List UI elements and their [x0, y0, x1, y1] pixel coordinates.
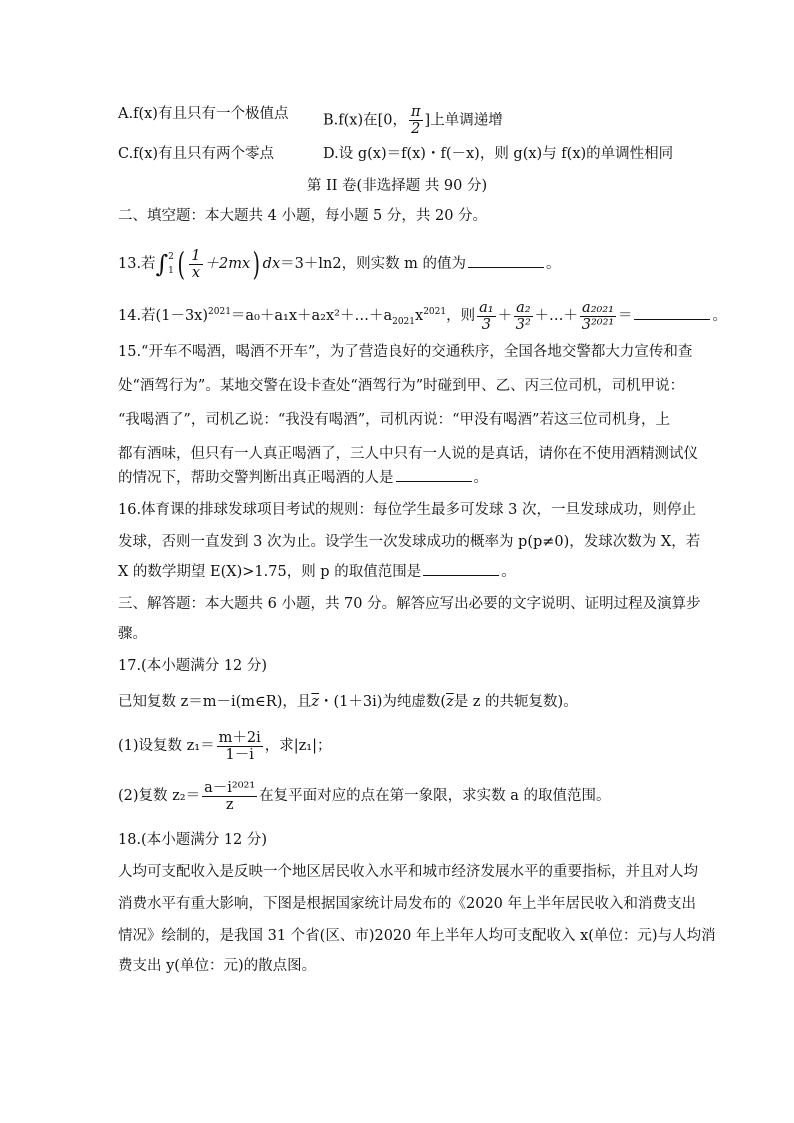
answer-blank-15[interactable]	[396, 469, 472, 482]
question-17-title: 17.(本小题满分 12 分)	[118, 658, 268, 674]
answer-blank-14[interactable]	[634, 307, 710, 320]
option-b-prefix: B.f(x)在[0，	[323, 112, 408, 129]
section3-title-line-2: 骤。	[118, 626, 147, 642]
z-conjugate: $\overline{z}$	[446, 694, 454, 710]
question-16-line-2: 发球，否则一直发到 3 次为止。设学生一次发球成功的概率为 p(p≠0)，发球次数为 X，若	[118, 534, 701, 550]
q14-end: 。	[712, 308, 727, 324]
fraction-numerator: m＋2i	[218, 729, 261, 746]
question-17-stem	[118, 692, 578, 712]
question-17-part-1	[118, 728, 331, 764]
lower-limit: 1	[168, 266, 174, 276]
fraction-denominator: z	[225, 796, 234, 813]
question-14	[118, 298, 727, 334]
option-a: A.f(x)有且只有一个极值点	[118, 106, 289, 122]
question-18-line-1: 人均可支配收入是反映一个地区居民收入水平和城市经济发展水平的重要指标，并且对人均	[118, 864, 698, 880]
q13-term: ＋2mx	[204, 256, 251, 272]
q13-suffix: ＝3＋ln2，则实数 m 的值为	[280, 256, 467, 272]
question-16-line-1: 16.体育课的排球发球项目考试的规则：每位学生最多可发球 3 次，一旦发球成功，则停止	[118, 502, 696, 518]
question-16-line-3	[118, 562, 516, 582]
q17-stem-middle: ・(1＋3i)为纯虚数(	[319, 694, 447, 710]
z1-fraction	[217, 730, 263, 763]
equals-sign: ＝	[617, 308, 633, 324]
one-over-x-fraction	[189, 248, 202, 281]
q14-x: x	[415, 308, 424, 324]
part2-title: 第 II 卷(非选择题 共 90 分)	[306, 178, 488, 194]
a2021-fraction	[580, 300, 616, 333]
a2-over-9-fraction	[514, 300, 532, 333]
q13-end: 。	[546, 256, 561, 272]
q14-then: ，则	[446, 308, 476, 324]
q15-end: 。	[473, 470, 488, 486]
question-15-line-3: “我喝酒了”，司机乙说：“我没有喝酒”，司机丙说：“甲没有喝酒”若这三位司机身，上	[118, 412, 670, 428]
fraction-denominator: 1－i	[225, 746, 254, 763]
fraction-numerator: a－i²⁰²¹	[204, 779, 256, 796]
q17-part1-prefix: (1)设复数 z₁＝	[118, 738, 215, 754]
question-17-part-2	[118, 778, 611, 814]
q17-part1-suffix: ，求|z₁|；	[264, 738, 332, 754]
q13-prefix: 13.若	[118, 256, 156, 272]
section3-title-line-1: 三、解答题：本大题共 6 小题，共 70 分。解答应写出必要的文字说明、证明过程及演算步	[118, 596, 701, 612]
question-15-line-2: 处“酒驾行为”。某地交警在设卡查处“酒驾行为”时碰到甲、乙、丙三位司机，司机甲说：	[118, 378, 685, 394]
option-d: D.设 g(x)＝f(x)・f(－x)，则 g(x)与 f(x)的单调性相同	[323, 146, 674, 162]
fraction-denominator: 3	[481, 316, 491, 333]
fraction-denominator: x	[191, 264, 200, 281]
z2-fraction	[202, 780, 257, 813]
fraction-numerator: a₂₀₂₁	[582, 299, 614, 316]
option-c: C.f(x)有且只有两个零点	[118, 146, 275, 162]
ellipsis-sum: ＋…＋	[534, 308, 579, 324]
a1-over-3-fraction	[477, 300, 495, 333]
q17-stem-suffix: 是 z 的共轭复数)。	[453, 694, 578, 710]
question-18-line-4: 费支出 y(单位：元)的散点图。	[118, 958, 317, 974]
section2-title: 二、填空题：本大题共 4 小题，每小题 5 分，共 20 分。	[118, 208, 488, 224]
integral-limits	[168, 250, 174, 278]
question-18-title: 18.(本小题满分 12 分)	[118, 832, 268, 848]
right-paren: )	[252, 245, 261, 283]
fraction-numerator: π	[411, 104, 421, 120]
question-15-line-4: 都有酒味，但只有一人真正喝酒了，三人中只有一人说的是真话，请你在不使用酒精测试仪	[118, 446, 698, 462]
plus-sign: ＋	[497, 308, 513, 324]
q17-stem-prefix: 已知复数 z＝m－i(m∈R)，且	[118, 694, 312, 710]
z-conjugate: $\overline{z}$	[311, 694, 319, 710]
fraction-denominator: 3²⁰²¹	[581, 316, 615, 333]
q17-part2-suffix: 在复平面对应的点在第一象限，求实数 a 的取值范围。	[259, 788, 611, 804]
left-paren: (	[177, 245, 185, 283]
fraction-numerator: 1	[191, 247, 201, 264]
answer-blank-13[interactable]	[468, 255, 544, 268]
integral-sign: ∫	[155, 250, 169, 278]
q14-exponent: 2021	[208, 307, 231, 318]
q14-prefix: 14.若(1－3x)	[118, 308, 209, 324]
question-13	[118, 244, 561, 284]
q16-end: 。	[501, 564, 516, 580]
fraction-numerator: a₂	[516, 299, 531, 316]
q17-part2-prefix: (2)复数 z₂＝	[118, 788, 201, 804]
question-18-line-2: 消费水平有重大影响，下图是根据国家统计局发布的《2020 年上半年居民收入和消费支出	[118, 896, 697, 912]
question-15-line-5	[118, 468, 488, 488]
question-18-line-3: 情况》绘制的，是我国 31 个省(区、市)2020 年上半年人均可支配收入 x(单位：元)与人均消	[118, 928, 716, 944]
q14-expansion: ＝a₀＋a₁x＋a₂x²＋…＋a	[230, 308, 393, 324]
q15-text: 的情况下，帮助交警判断出真正喝酒的人是	[118, 470, 394, 486]
q13-dx: dx	[262, 256, 281, 272]
option-b-suffix: ]上单调递增	[424, 112, 503, 129]
q14-subscript: 2021	[392, 316, 416, 327]
pi-over-2-fraction	[409, 104, 423, 137]
upper-limit: 2	[168, 252, 174, 262]
q14-x-exponent: 2021	[423, 307, 447, 318]
fraction-numerator: a₁	[479, 299, 494, 316]
fraction-denominator: 3²	[515, 316, 531, 333]
answer-blank-16[interactable]	[423, 563, 499, 576]
question-15-line-1: 15.“开车不喝酒，喝酒不开车”，为了营造良好的交通秩序，全国各地交警都大力宣传和查	[118, 344, 693, 360]
option-b	[323, 104, 503, 137]
q16-text: X 的数学期望 E(X)>1.75，则 p 的取值范围是	[118, 564, 422, 580]
fraction-denominator: 2	[411, 121, 421, 137]
